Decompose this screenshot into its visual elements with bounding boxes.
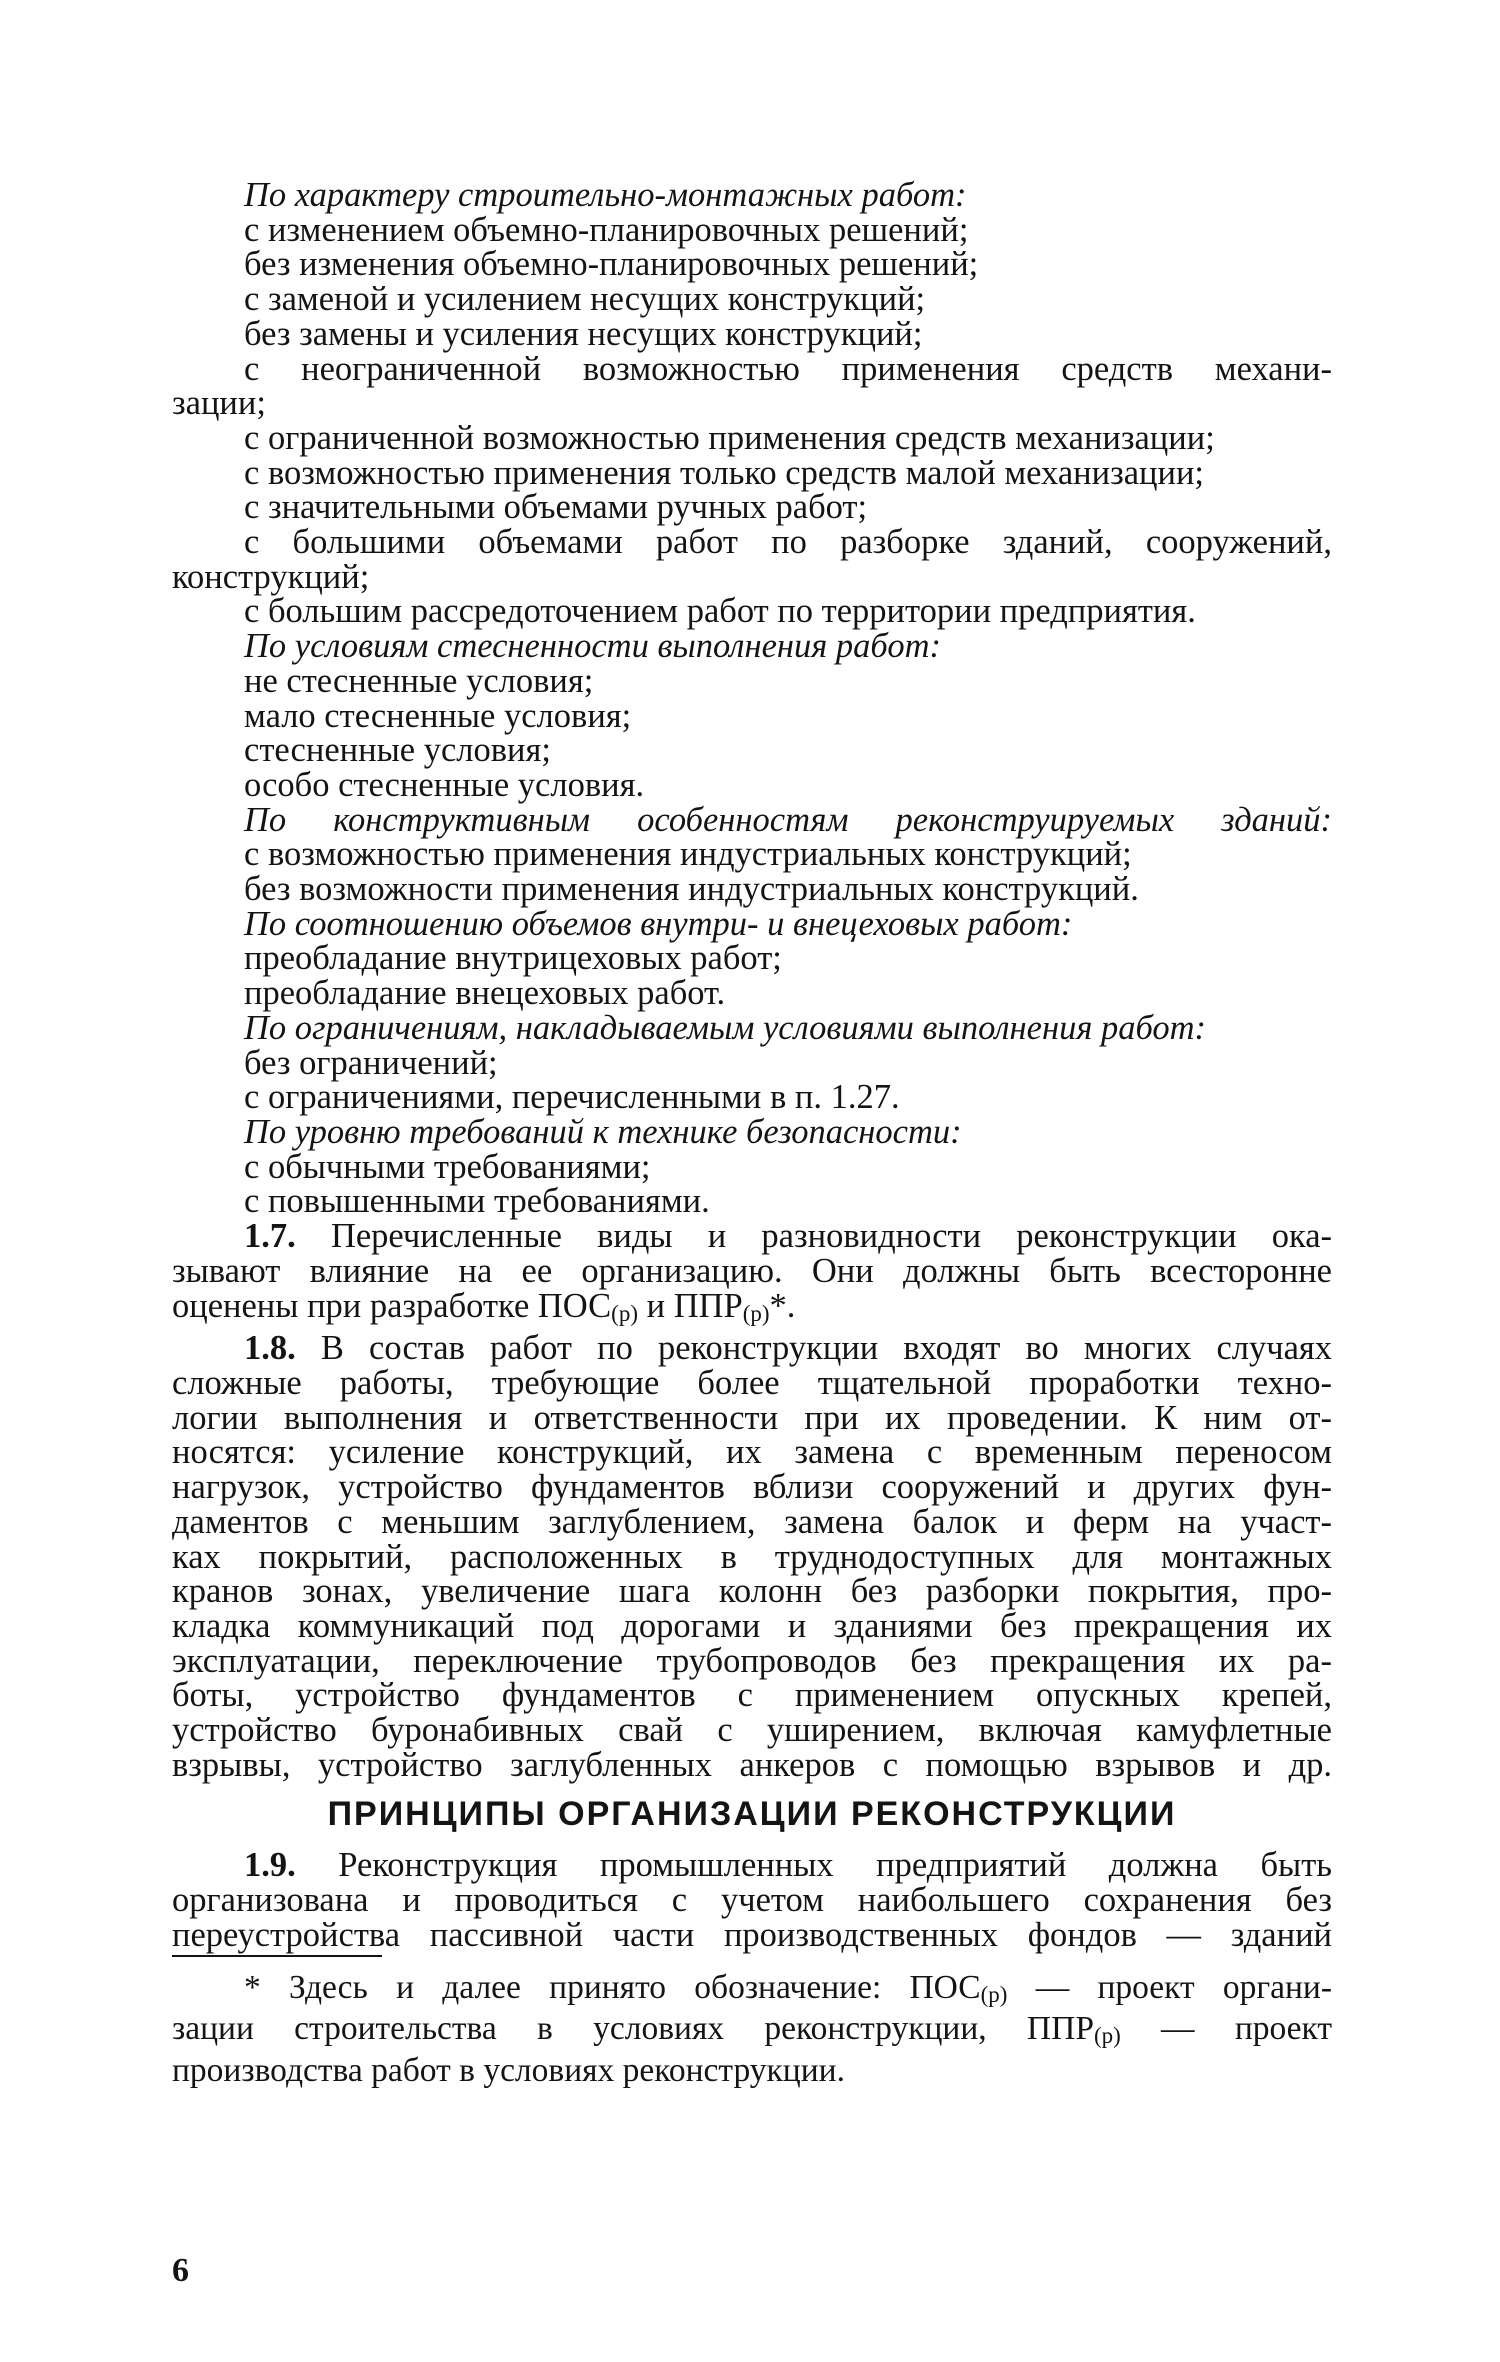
paragraph-1-8-line: логии выполнения и ответственности при их проведении. К ним от- bbox=[172, 1398, 1332, 1437]
list-item: с неограниченной возможностью применения средств механи- bbox=[244, 349, 1332, 388]
paragraph-1-8-line: носятся: усиление конструкций, их замена с временным переносом bbox=[172, 1433, 1332, 1472]
list-item: стесненные условия; bbox=[244, 731, 551, 770]
paragraph-1-8-line: сложные работы, требующие более тщательной проработки техно- bbox=[172, 1364, 1332, 1403]
list-item: с возможностью применения только средств малой механизации; bbox=[244, 453, 1204, 492]
paragraph-1-7-line: зывают влияние на ее организацию. Они должны быть всесторонне bbox=[172, 1251, 1332, 1290]
list-item: с ограничениями, перечисленными в п. 1.27. bbox=[244, 1078, 900, 1117]
paragraph-number: 1.7. bbox=[244, 1217, 296, 1256]
list-item: с значительными объемами ручных работ; bbox=[244, 488, 868, 527]
paragraph-1-8-line: нагрузок, устройство фундаментов вблизи сооружений и других фун- bbox=[172, 1468, 1332, 1507]
list-item: преобладание внецеховых работ. bbox=[244, 974, 726, 1013]
category-heading: По ограничениям, накладываемым условиями выполнения работ: bbox=[244, 1008, 1207, 1047]
paragraph-1-8-line: боты, устройство фундаментов с применением опускных крепей, bbox=[172, 1676, 1332, 1715]
category-heading: По уровню требований к технике безопасности: bbox=[244, 1112, 962, 1151]
list-item: мало стесненные условия; bbox=[244, 696, 632, 735]
paragraph-number: 1.9. bbox=[244, 1846, 296, 1885]
category-heading: По характеру строительно-монтажных работ: bbox=[244, 176, 967, 214]
category-heading: По конструктивным особенностям реконструируемых зданий: bbox=[244, 800, 1332, 839]
page-body bbox=[172, 178, 1332, 2089]
paragraph-1-8-line: устройство буронабивных свай с уширением, включая камуфлетные bbox=[172, 1711, 1332, 1750]
list-item: с возможностью применения индустриальных конструкций; bbox=[244, 835, 1132, 874]
list-item: без ограничений; bbox=[244, 1043, 498, 1082]
paragraph-1-9-line: организована и проводиться с учетом наибольшего сохранения без bbox=[172, 1881, 1332, 1920]
list-item: преобладание внутрицеховых работ; bbox=[244, 939, 782, 978]
paragraph-1-8-line: 1.8. В состав работ по реконструкции входят во многих случаях bbox=[244, 1329, 1333, 1368]
list-item: с ограниченной возможностью применения средств механизации; bbox=[244, 418, 1215, 457]
list-item-continuation: конструкций; bbox=[172, 557, 370, 596]
page-number: 6 bbox=[172, 2252, 189, 2289]
paragraph-1-8-line: даментов с меньшим заглублением, замена балок и ферм на участ- bbox=[172, 1502, 1332, 1541]
list-item: с заменой и усилением несущих конструкций; bbox=[244, 280, 926, 319]
paragraph-1-8-line: кранов зонах, увеличение шага колонн без разборки покрытия, про- bbox=[172, 1572, 1332, 1611]
footnote-line: производства работ в условиях реконструкции. bbox=[172, 2052, 845, 2090]
paragraph-1-8-line: эксплуатации, переключение трубопроводов без прекращения их ра- bbox=[172, 1641, 1332, 1680]
list-item: с большими объемами работ по разборке зданий, сооружений, bbox=[244, 523, 1332, 562]
category-heading: По соотношению объемов внутри- и внецеховых работ: bbox=[244, 904, 1073, 943]
paragraph-1-7-line: оценены при разработке ПОС(р) и ППР(р)*. bbox=[172, 1286, 796, 1326]
category-heading: По условиям стесненности выполнения работ: bbox=[244, 627, 941, 666]
footnote-separator bbox=[172, 1955, 382, 1957]
list-item: с обычными требованиями; bbox=[244, 1147, 651, 1186]
paragraph-1-8-line: взрывы, устройство заглубленных анкеров с помощью взрывов и др. bbox=[172, 1745, 1332, 1784]
list-item: не стесненные условия; bbox=[244, 661, 594, 700]
list-item: с повышенными требованиями. bbox=[244, 1182, 710, 1221]
paragraph-1-8-line: кладка коммуникаций под дорогами и зданиями без прекращения их bbox=[172, 1606, 1332, 1645]
list-item: без возможности применения индустриальных конструкций. bbox=[244, 870, 1139, 909]
list-item: с большим рассредоточением работ по территории предприятия. bbox=[244, 592, 1196, 631]
footnote-line: зации строительства в условиях реконструкции, ППР(р) — проект bbox=[172, 2010, 1333, 2049]
paragraph-number: 1.8. bbox=[244, 1329, 296, 1368]
paragraph-1-8-line: ках покрытий, расположенных в труднодоступных для монтажных bbox=[172, 1537, 1332, 1576]
list-item: без изменения объемно-планировочных решений; bbox=[244, 245, 979, 284]
list-item-continuation: зации; bbox=[172, 384, 266, 423]
list-item: особо стесненные условия. bbox=[244, 765, 645, 804]
list-item: с изменением объемно-планировочных решений; bbox=[244, 210, 969, 249]
list-item: без замены и усиления несущих конструкций; bbox=[244, 314, 923, 353]
footnote bbox=[172, 1968, 1333, 2090]
paragraph-1-9-line: переустройства пассивной части производственных фондов — зданий bbox=[172, 1915, 1332, 1954]
footnote-line: * Здесь и далее принято обозначение: ПОС(р) — проект органи- bbox=[244, 1968, 1332, 2007]
paragraph-1-7-line: 1.7. Перечисленные виды и разновидности реконструкции ока- bbox=[244, 1217, 1333, 1256]
paragraph-1-9-line: 1.9. Реконструкция промышленных предприятий должна быть bbox=[244, 1846, 1332, 1885]
section-heading: ПРИНЦИПЫ ОРГАНИЗАЦИИ РЕКОНСТРУКЦИИ bbox=[327, 1795, 1177, 1834]
